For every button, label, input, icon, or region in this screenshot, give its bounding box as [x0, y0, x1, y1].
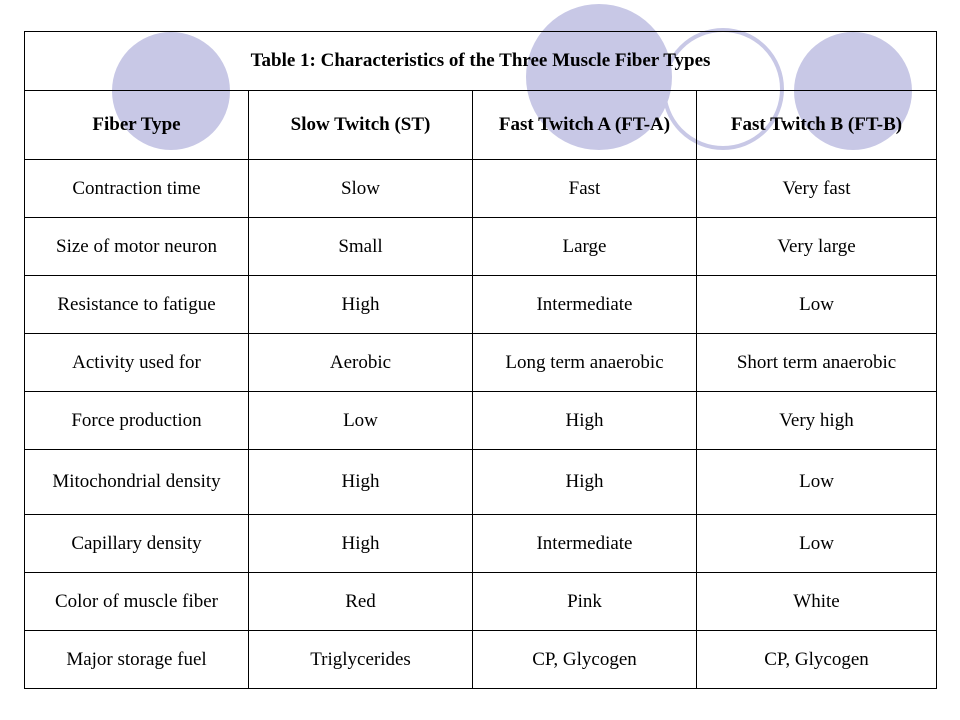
cell-fast-twitch-b: White [697, 573, 937, 631]
cell-slow-twitch: Low [249, 392, 473, 450]
header-fast-twitch-a: Fast Twitch A (FT-A) [473, 91, 697, 160]
cell-fast-twitch-a: Pink [473, 573, 697, 631]
cell-fast-twitch-a: CP, Glycogen [473, 631, 697, 689]
header-fiber-type: Fiber Type [25, 91, 249, 160]
row-label: Force production [25, 392, 249, 450]
cell-fast-twitch-b: Low [697, 276, 937, 334]
cell-slow-twitch: Aerobic [249, 334, 473, 392]
cell-slow-twitch: High [249, 276, 473, 334]
cell-fast-twitch-a: High [473, 392, 697, 450]
table-row [25, 450, 937, 515]
cell-fast-twitch-a: High [473, 450, 697, 515]
cell-slow-twitch: Small [249, 218, 473, 276]
row-label: Major storage fuel [25, 631, 249, 689]
cell-slow-twitch: High [249, 515, 473, 573]
table-row [25, 160, 937, 218]
cell-fast-twitch-b: Low [697, 450, 937, 515]
cell-slow-twitch: Slow [249, 160, 473, 218]
row-label: Capillary density [25, 515, 249, 573]
row-label: Resistance to fatigue [25, 276, 249, 334]
row-label: Size of motor neuron [25, 218, 249, 276]
cell-slow-twitch: Red [249, 573, 473, 631]
cell-fast-twitch-b: Short term anaerobic [697, 334, 937, 392]
cell-fast-twitch-a: Long term anaerobic [473, 334, 697, 392]
table-caption-row [25, 32, 937, 91]
table-row [25, 276, 937, 334]
header-slow-twitch: Slow Twitch (ST) [249, 91, 473, 160]
cell-slow-twitch: Triglycerides [249, 631, 473, 689]
cell-fast-twitch-a: Intermediate [473, 515, 697, 573]
cell-fast-twitch-a: Large [473, 218, 697, 276]
cell-fast-twitch-b: Low [697, 515, 937, 573]
row-label: Contraction time [25, 160, 249, 218]
cell-slow-twitch: High [249, 450, 473, 515]
row-label: Mitochondrial density [25, 450, 249, 515]
table-header-row [25, 91, 937, 160]
table-row [25, 631, 937, 689]
cell-fast-twitch-b: Very fast [697, 160, 937, 218]
cell-fast-twitch-a: Fast [473, 160, 697, 218]
table-row [25, 573, 937, 631]
row-label: Activity used for [25, 334, 249, 392]
cell-fast-twitch-b: CP, Glycogen [697, 631, 937, 689]
table-row [25, 515, 937, 573]
cell-fast-twitch-a: Intermediate [473, 276, 697, 334]
table-row [25, 218, 937, 276]
table-caption: Table 1: Characteristics of the Three Muscle Fiber Types [25, 32, 937, 91]
header-fast-twitch-b: Fast Twitch B (FT-B) [697, 91, 937, 160]
muscle-fiber-table [24, 31, 937, 689]
row-label: Color of muscle fiber [25, 573, 249, 631]
cell-fast-twitch-b: Very large [697, 218, 937, 276]
cell-fast-twitch-b: Very high [697, 392, 937, 450]
table-row [25, 334, 937, 392]
table-row [25, 392, 937, 450]
